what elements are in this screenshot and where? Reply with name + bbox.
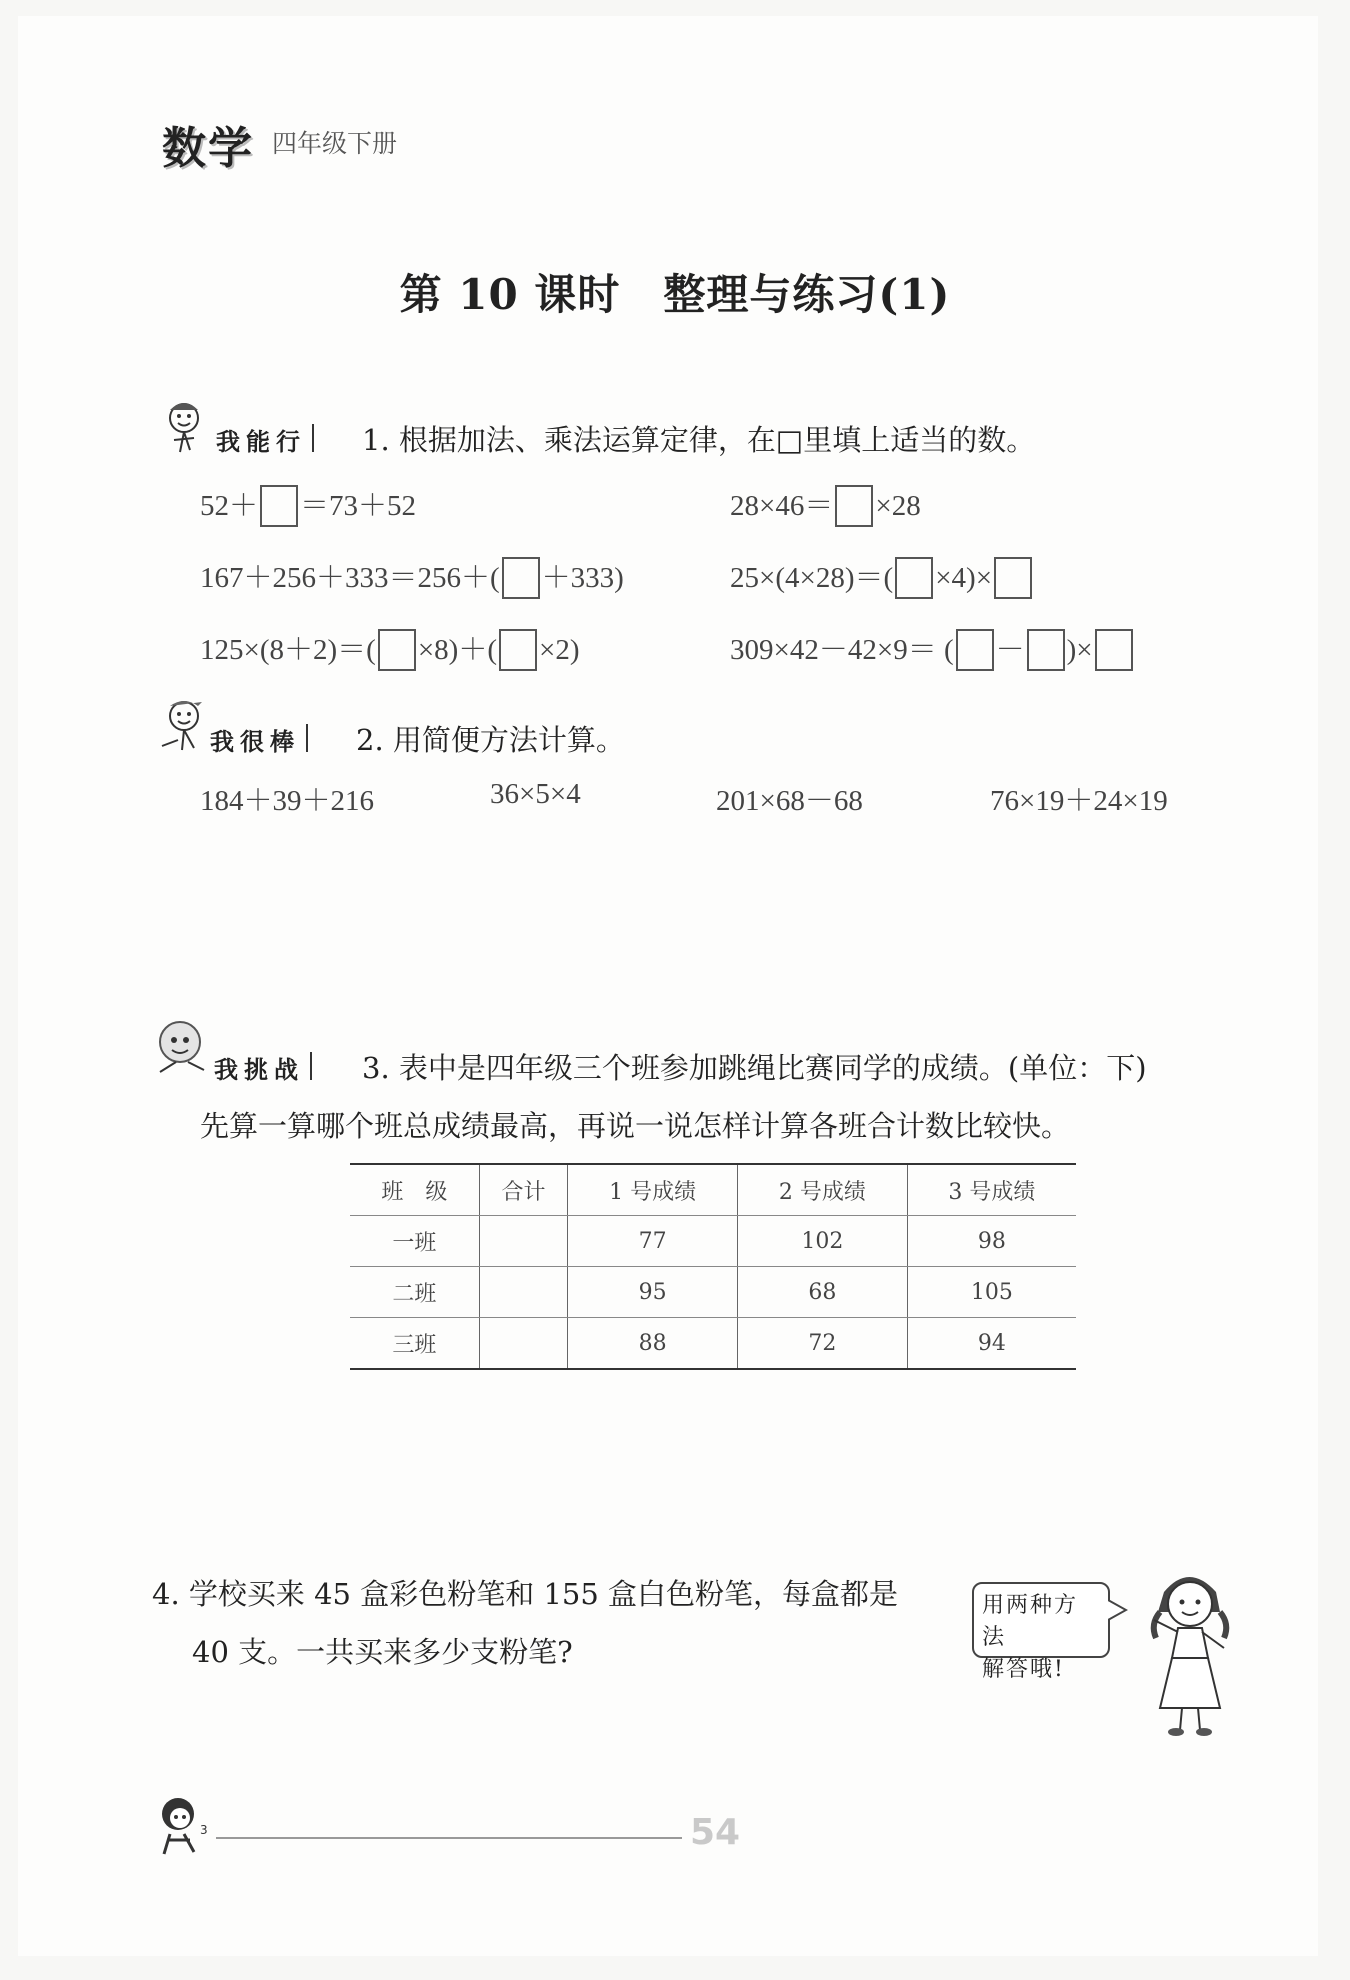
answer-box[interactable] bbox=[956, 629, 994, 671]
svg-text:3: 3 bbox=[200, 1823, 208, 1837]
cell-score: 98 bbox=[907, 1216, 1076, 1267]
answer-box[interactable] bbox=[895, 557, 933, 599]
cell-total[interactable] bbox=[479, 1267, 568, 1318]
fill-expr-1: 52＋ ＝73＋52 bbox=[200, 483, 416, 529]
badge-wo-tiao-zhan: 我挑战 bbox=[214, 1050, 304, 1085]
question-4: 4. 学校买来 45 盒彩色粉笔和 155 盒白色粉笔，每盒都是 bbox=[152, 1577, 899, 1611]
cell-class: 一班 bbox=[350, 1216, 479, 1267]
cell-score: 95 bbox=[568, 1267, 738, 1318]
question-3: 3. 表中是四年级三个班参加跳绳比赛同学的成绩。(单位：下) bbox=[362, 1051, 1147, 1085]
cell-score: 88 bbox=[568, 1318, 738, 1370]
cartoon-girl-icon bbox=[158, 696, 210, 754]
answer-box[interactable] bbox=[835, 485, 873, 527]
col-header-score3: 3 号成绩 bbox=[907, 1164, 1076, 1216]
cell-score: 68 bbox=[738, 1267, 908, 1318]
cell-score: 77 bbox=[568, 1216, 738, 1267]
cartoon-girl-icon bbox=[160, 398, 212, 456]
subject-label: 数学 bbox=[162, 123, 254, 174]
footer-mascot-icon bbox=[150, 1790, 216, 1860]
cartoon-girl-figure-icon bbox=[1134, 1562, 1244, 1742]
col-header-total: 合计 bbox=[479, 1164, 568, 1216]
fill-expr-6: 309×42－42×9＝ ( － )× bbox=[730, 627, 1135, 673]
calc-expr-2: 36×5×4 bbox=[490, 778, 581, 810]
bubble-line-1: 用两种方法 bbox=[982, 1593, 1079, 1650]
answer-box[interactable] bbox=[994, 557, 1032, 599]
fill-expr-3: 167＋256＋333＝256＋( ＋333) bbox=[200, 555, 624, 601]
cartoon-boy-icon bbox=[152, 1016, 212, 1076]
col-header-score2: 2 号成绩 bbox=[738, 1164, 908, 1216]
question-2: 2. 用简便方法计算。 bbox=[356, 723, 625, 757]
answer-box[interactable] bbox=[378, 629, 416, 671]
cell-class: 三班 bbox=[350, 1318, 479, 1370]
grade-label: 四年级下册 bbox=[272, 129, 398, 158]
bubble-tail-icon bbox=[1108, 1598, 1128, 1624]
cell-score: 94 bbox=[907, 1318, 1076, 1370]
answer-box[interactable] bbox=[1027, 629, 1065, 671]
cell-score: 105 bbox=[907, 1267, 1076, 1318]
badge-wo-hen-bang: 我很棒 bbox=[210, 722, 300, 757]
bubble-line-2: 解答哦! bbox=[982, 1657, 1065, 1682]
answer-box[interactable] bbox=[260, 485, 298, 527]
calc-expr-1: 184＋39＋216 bbox=[200, 785, 375, 817]
cell-score: 102 bbox=[738, 1216, 908, 1267]
col-header-score1: 1 号成绩 bbox=[568, 1164, 738, 1216]
fill-expr-2: 28×46＝ ×28 bbox=[730, 483, 921, 529]
table-row bbox=[350, 1216, 1076, 1267]
fill-expr-5: 125×(8＋2)＝( ×8)＋( ×2) bbox=[200, 627, 580, 673]
page-number: 54 bbox=[690, 1812, 741, 1853]
answer-box[interactable] bbox=[502, 557, 540, 599]
table-header-row bbox=[350, 1164, 1076, 1216]
cell-class: 二班 bbox=[350, 1267, 479, 1318]
question-1: 1. 根据加法、乘法运算定律，在□里填上适当的数。 bbox=[362, 423, 1036, 457]
lesson-title: 第 10 课时 整理与练习(1) bbox=[399, 270, 951, 319]
question-4-line2: 40 支。一共买来多少支粉笔? bbox=[192, 1635, 573, 1669]
badge-wo-neng-xing: 我能行 bbox=[216, 422, 306, 457]
speech-bubble bbox=[972, 1582, 1110, 1682]
footer-rule bbox=[216, 1837, 682, 1839]
calc-expr-3: 201×68－68 bbox=[716, 785, 863, 817]
scores-table bbox=[350, 1163, 1076, 1370]
table-row bbox=[350, 1267, 1076, 1318]
cell-total[interactable] bbox=[479, 1216, 568, 1267]
table-row bbox=[350, 1318, 1076, 1370]
col-header-class: 班 级 bbox=[350, 1164, 479, 1216]
answer-box[interactable] bbox=[499, 629, 537, 671]
calc-expr-4: 76×19＋24×19 bbox=[990, 785, 1168, 817]
question-3-line2: 先算一算哪个班总成绩最高，再说一说怎样计算各班合计数比较快。 bbox=[200, 1109, 1071, 1143]
fill-expr-4: 25×(4×28)＝( ×4)× bbox=[730, 555, 1034, 601]
answer-box[interactable] bbox=[1095, 629, 1133, 671]
cell-total[interactable] bbox=[479, 1318, 568, 1370]
cell-score: 72 bbox=[738, 1318, 908, 1370]
